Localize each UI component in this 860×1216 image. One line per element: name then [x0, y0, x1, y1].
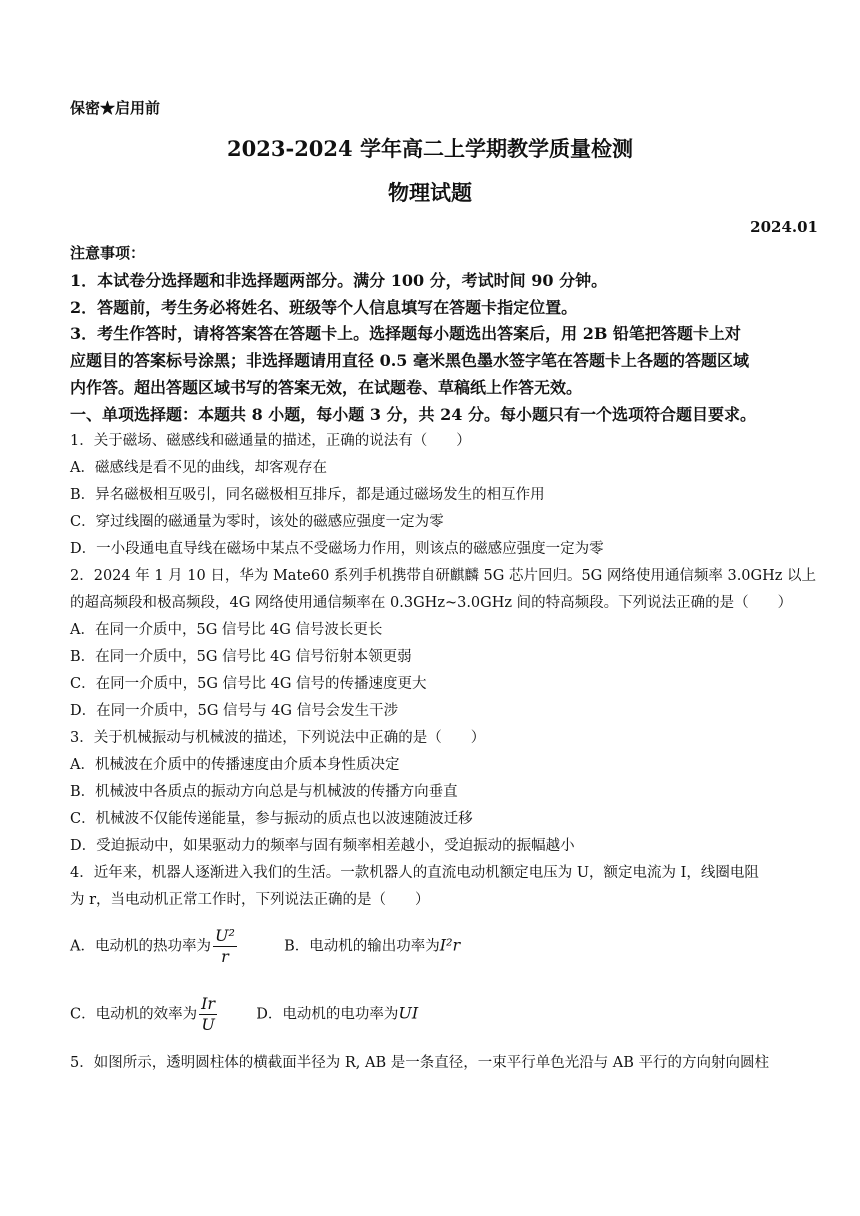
option-c-text: C．电动机的效率为 [70, 1006, 198, 1023]
notice-item: 应题目的答案标号涂黑；非选择题请用直径 0.5 毫米黑色墨水签字笔在答题卡上各题的答题区域 [70, 351, 749, 370]
notice-heading: 注意事项： [70, 244, 146, 262]
exam-date: 2024.01 [750, 218, 818, 236]
page-title: 2023-2024 学年高二上学期教学质量检测 [227, 136, 633, 161]
fraction-u2-over-r [213, 926, 237, 967]
question-stem: 2．2024 年 1 月 10 日，华为 Mate60 系列手机携带自研麒麟 5G 芯片回归。5G 网络使用通信频率 3.0GHz 以上 [70, 568, 817, 584]
question-stem: 的超高频段和极高频段，4G 网络使用通信频率在 0.3GHz~3.0GHz 间的特高频段。下列说法正确的是（ ） [70, 595, 793, 611]
option-a-text: A．电动机的热功率为 [70, 938, 211, 955]
option-b-text: B．电动机的输出功率为 [284, 938, 440, 955]
question-stem: 4．近年来，机器人逐渐进入我们的生活。一款机器人的直流电动机额定电压为 U，额定电流为 I，线圈电阻 [70, 865, 759, 881]
notice-item: 2．答题前，考生务必将姓名、班级等个人信息填写在答题卡指定位置。 [70, 298, 578, 317]
option: C．穿过线圈的磁通量为零时，该处的磁感应强度一定为零 [70, 514, 444, 530]
section-heading: 一、单项选择题：本题共 8 小题，每小题 3 分，共 24 分。每小题只有一个选项符合题目要求。 [70, 405, 756, 424]
notice-item: 3．考生作答时，请将答案答在答题卡上。选择题每小题选出答案后，用 2B 铅笔把答题卡上对 [70, 324, 741, 343]
option-row [70, 926, 460, 967]
question-stem: 5．如图所示，透明圆柱体的横截面半径为 R, AB 是一条直径，一束平行单色光沿与 AB 平行的方向射向圆柱 [70, 1055, 770, 1071]
option: B．在同一介质中，5G 信号比 4G 信号衍射本领更弱 [70, 649, 412, 665]
option: A．磁感线是看不见的曲线，却客观存在 [70, 460, 327, 476]
option: A．机械波在介质中的传播速度由介质本身性质决定 [70, 757, 400, 773]
option-row [70, 994, 418, 1035]
fraction-denominator: U [201, 1015, 215, 1034]
question-stem: 3．关于机械振动与机械波的描述，下列说法中正确的是（ ） [70, 730, 486, 746]
fraction-numerator: Ir [201, 994, 216, 1013]
page-subtitle: 物理试题 [388, 180, 472, 205]
secret-label: 保密★启用前 [70, 99, 161, 117]
option: A．在同一介质中，5G 信号比 4G 信号波长更长 [70, 622, 383, 638]
notice-item: 1．本试卷分选择题和非选择题两部分。满分 100 分，考试时间 90 分钟。 [70, 271, 608, 290]
option: C．机械波不仅能传递能量，参与振动的质点也以波速随波迁移 [70, 811, 473, 827]
fraction-ir-over-u [199, 994, 217, 1035]
option: B．异名磁极相互吸引，同名磁极相互排斥，都是通过磁场发生的相互作用 [70, 487, 545, 503]
option: B．机械波中各质点的振动方向总是与机械波的传播方向垂直 [70, 784, 458, 800]
math-ui: UI [398, 1003, 419, 1023]
option: D．一小段通电直导线在磁场中某点不受磁场力作用，则该点的磁感应强度一定为零 [70, 541, 604, 557]
question-stem: 1．关于磁场、磁感线和磁通量的描述，正确的说法有（ ） [70, 433, 471, 449]
question-stem: 为 r，当电动机正常工作时，下列说法正确的是（ ） [70, 892, 430, 908]
option: C．在同一介质中，5G 信号比 4G 信号的传播速度更大 [70, 676, 427, 692]
math-i2r: I²r [439, 935, 461, 955]
option-d-text: D．电动机的电功率为 [256, 1006, 399, 1023]
option: D．在同一介质中，5G 信号与 4G 信号会发生干涉 [70, 703, 399, 719]
option: D．受迫振动中，如果驱动力的频率与固有频率相差越小，受迫振动的振幅越小 [70, 838, 575, 854]
notice-item: 内作答。超出答题区域书写的答案无效，在试题卷、草稿纸上作答无效。 [70, 378, 583, 397]
fraction-denominator: r [221, 947, 229, 966]
fraction-numerator: U² [214, 926, 235, 945]
